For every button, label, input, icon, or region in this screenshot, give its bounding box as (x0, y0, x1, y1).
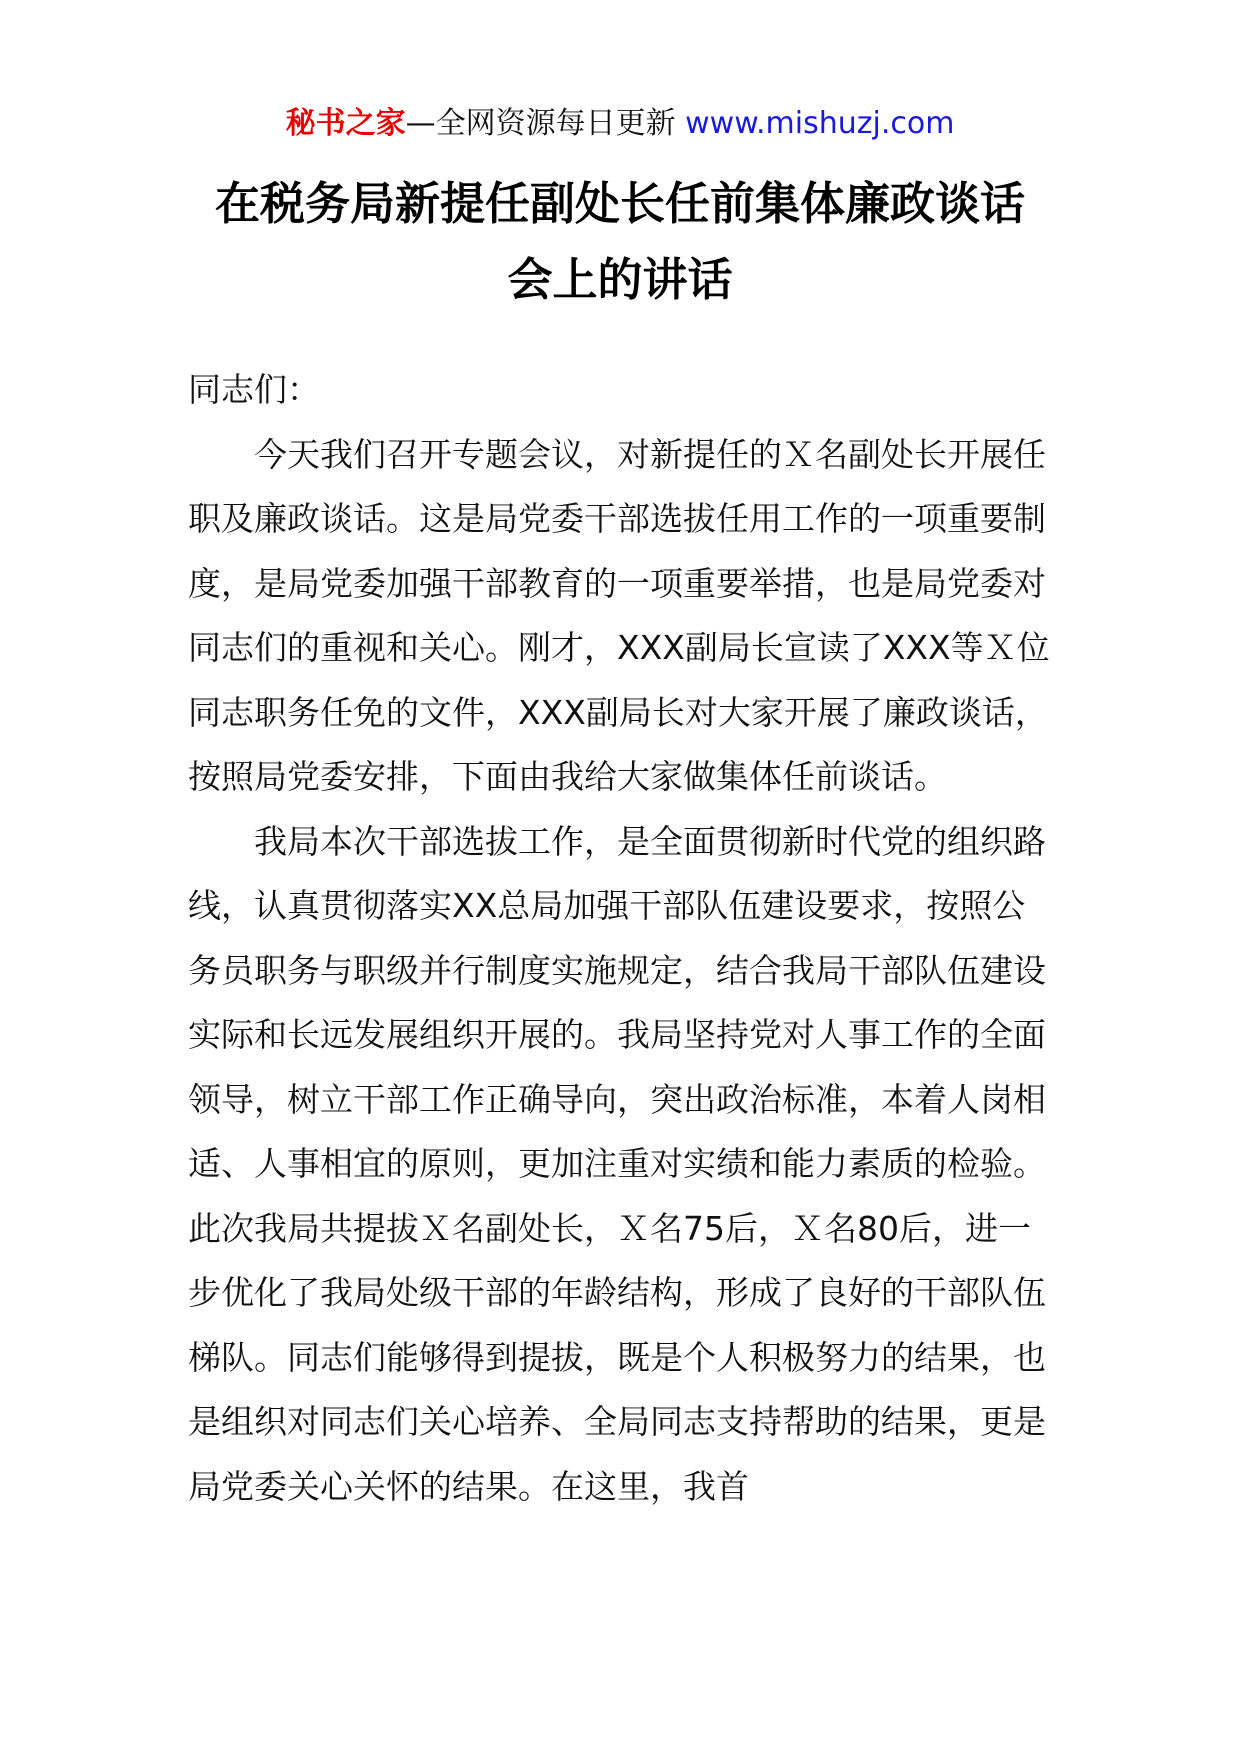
header-tagline: —全网资源每日更新 (405, 106, 676, 141)
document-body (188, 358, 1058, 1519)
paragraph-1: 今天我们召开专题会议，对新提任的Ｘ名副处长开展任职及廉政谈话。这是局党委干部选拔任用工作的一项重要制度，是局党委加强干部教育的一项重要举措，也是局党委对同志们的重视和关心。刚才，XXX副局长宣读了XXX等Ｘ位同志职务任免的文件，XXX副局长对大家开展了廉政谈话，按照局党委安排，下面由我给大家做集体任前谈话。 (188, 434, 1050, 796)
site-header (0, 104, 1240, 144)
document-title (150, 166, 1090, 318)
title-line-1: 在税务局新提任副处长任前集体廉政谈话 (214, 177, 1025, 230)
site-link[interactable]: www.mishuzj.com (685, 106, 955, 141)
paragraph-2: 我局本次干部选拔工作，是全面贯彻新时代党的组织路线，认真贯彻落实XX总局加强干部队伍建设要求，按照公务员职务与职级并行制度实施规定，结合我局干部队伍建设实际和长远发展组织开展的。我局坚持党对人事工作的全面领导，树立干部工作正确导向，突出政治标准，本着人岗相适、人事相宜的原则，更加注重对实绩和能力素质的检验。此次我局共提拔Ｘ名副处长，Ｘ名75后，Ｘ名80后，进一步优化了我局处级干部的年龄结构，形成了良好的干部队伍梯队。同志们能够得到提拔，既是个人积极努力的结果，也是组织对同志们关心培养、全局同志支持帮助的结果，更是局党委关心关怀的结果。在这里，我首 (188, 821, 1046, 1506)
salutation: 同志们： (188, 370, 320, 409)
title-line-2: 会上的讲话 (507, 253, 733, 306)
brand-name: 秘书之家 (285, 106, 406, 141)
